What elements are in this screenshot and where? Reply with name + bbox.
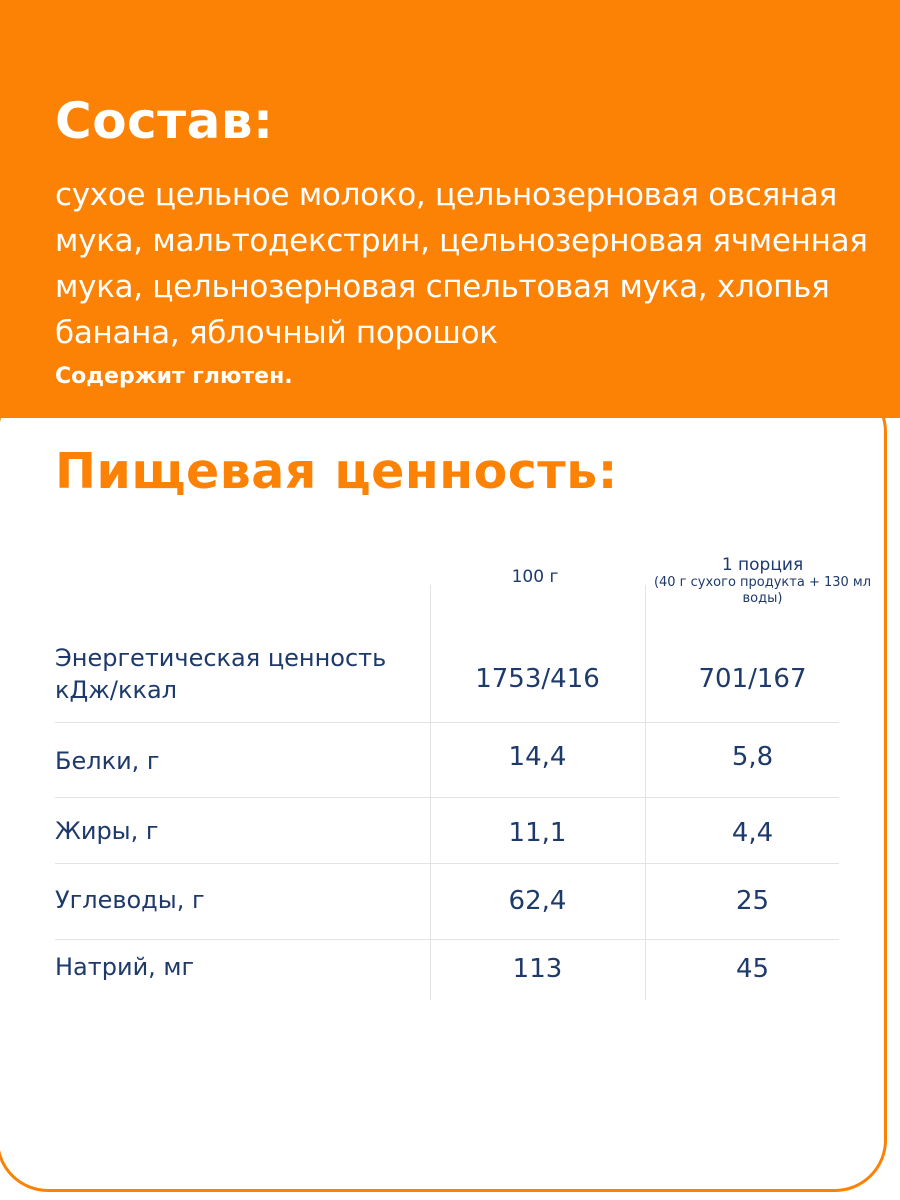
row-divider: [55, 797, 839, 798]
row-label-sodium: Натрий, мг: [55, 953, 195, 981]
column-divider: [430, 585, 431, 1000]
nutrition-title: Пищевая ценность:: [55, 443, 618, 500]
row-value-portion-protein: 5,8: [731, 742, 774, 772]
gluten-note: Содержит глютен.: [55, 364, 293, 389]
row-value-portion-sodium: 45: [735, 954, 770, 984]
column-header-portion: [650, 555, 875, 607]
row-label-fat: Жиры, г: [55, 817, 159, 845]
portion-label: 1 порция: [721, 555, 804, 575]
row-value-portion-carbs: 25: [735, 886, 770, 916]
composition-title: Состав:: [55, 92, 274, 150]
row-value-portion-fat: 4,4: [731, 818, 774, 848]
column-header-100g: 100 г: [511, 567, 559, 587]
row-label-energy: Энергетическая ценность кДж/ккал: [55, 644, 387, 704]
row-label-carbs: Углеводы, г: [55, 886, 205, 914]
row-divider: [55, 722, 839, 723]
row-value-100g-fat: 11,1: [508, 818, 567, 848]
row-divider: [55, 939, 839, 940]
column-divider: [645, 585, 646, 1000]
row-divider: [55, 863, 839, 864]
row-value-100g-protein: 14,4: [508, 742, 567, 772]
row-value-portion-energy: 701/167: [698, 664, 807, 694]
composition-text: сухое цельное молоко, цельнозерновая овсяная мука, мальтодекстрин, цельнозерновая ячменная мука, цельнозерновая спельтовая мука, хлопья банана, яблочный порошок: [55, 177, 868, 351]
row-label-protein: Белки, г: [55, 747, 160, 775]
row-value-100g-energy: 1753/416: [475, 664, 600, 694]
portion-note: (40 г сухого продукта + 130 мл воды): [653, 575, 872, 606]
nutrition-table: [55, 545, 872, 1000]
composition-panel: [0, 0, 900, 418]
row-value-100g-sodium: 113: [512, 954, 563, 984]
row-value-100g-carbs: 62,4: [508, 886, 567, 916]
